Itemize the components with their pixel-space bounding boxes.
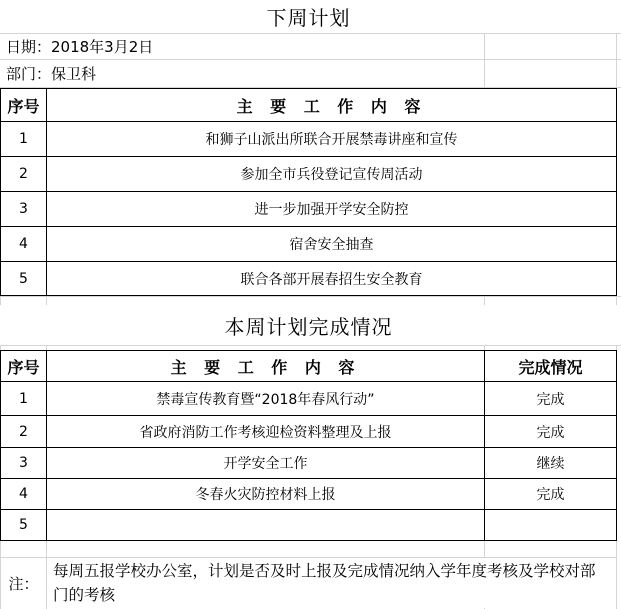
- row-content: [47, 510, 484, 540]
- this-week-header-no: 序号: [1, 351, 46, 381]
- row-number: 1: [1, 122, 46, 156]
- row-content: 省政府消防工作考核迎检资料整理及上报: [47, 416, 484, 447]
- this-week-title: 本周计划完成情况: [0, 305, 617, 345]
- row-status: 继续: [485, 448, 616, 478]
- next-week-header-content: 主 要 工 作 内 容: [47, 89, 616, 121]
- next-week-header-no: 序号: [1, 89, 46, 121]
- row-content: 联合各部开展春招生安全教育: [47, 262, 616, 295]
- department-label: 部门：保卫科: [0, 60, 483, 87]
- this-week-header-status: 完成情况: [485, 351, 616, 381]
- row-number: 5: [1, 510, 46, 540]
- date-label: 日期：2018年3月2日: [0, 34, 483, 59]
- row-number: 2: [1, 157, 46, 191]
- row-number: 3: [1, 448, 46, 478]
- note-label: 注：: [1, 558, 46, 608]
- row-number: 2: [1, 416, 46, 447]
- row-number: 5: [1, 262, 46, 295]
- row-number: 3: [1, 192, 46, 226]
- row-status: 完成: [485, 382, 616, 415]
- row-content: 禁毒宣传教育暨“2018年春风行动”: [47, 382, 484, 415]
- next-week-title: 下周计划: [0, 0, 617, 33]
- row-status: 完成: [485, 479, 616, 509]
- row-content: 开学安全工作: [47, 448, 484, 478]
- row-content: 参加全市兵役登记宣传周活动: [47, 157, 616, 191]
- row-content: 和狮子山派出所联合开展禁毒讲座和宣传: [47, 122, 616, 156]
- row-status: 完成: [485, 416, 616, 447]
- row-number: 4: [1, 227, 46, 261]
- row-number: 4: [1, 479, 46, 509]
- row-content: 冬春火灾防控材料上报: [47, 479, 484, 509]
- row-status: [485, 510, 616, 540]
- row-content: 宿舍安全抽查: [47, 227, 616, 261]
- row-number: 1: [1, 382, 46, 415]
- note-text: 每周五报学校办公室，计划是否及时上报及完成情况纳入学年度考核及学校对部门的考核: [47, 558, 616, 608]
- this-week-header-content: 主 要 工 作 内 容: [47, 351, 484, 381]
- row-content: 进一步加强开学安全防控: [47, 192, 616, 226]
